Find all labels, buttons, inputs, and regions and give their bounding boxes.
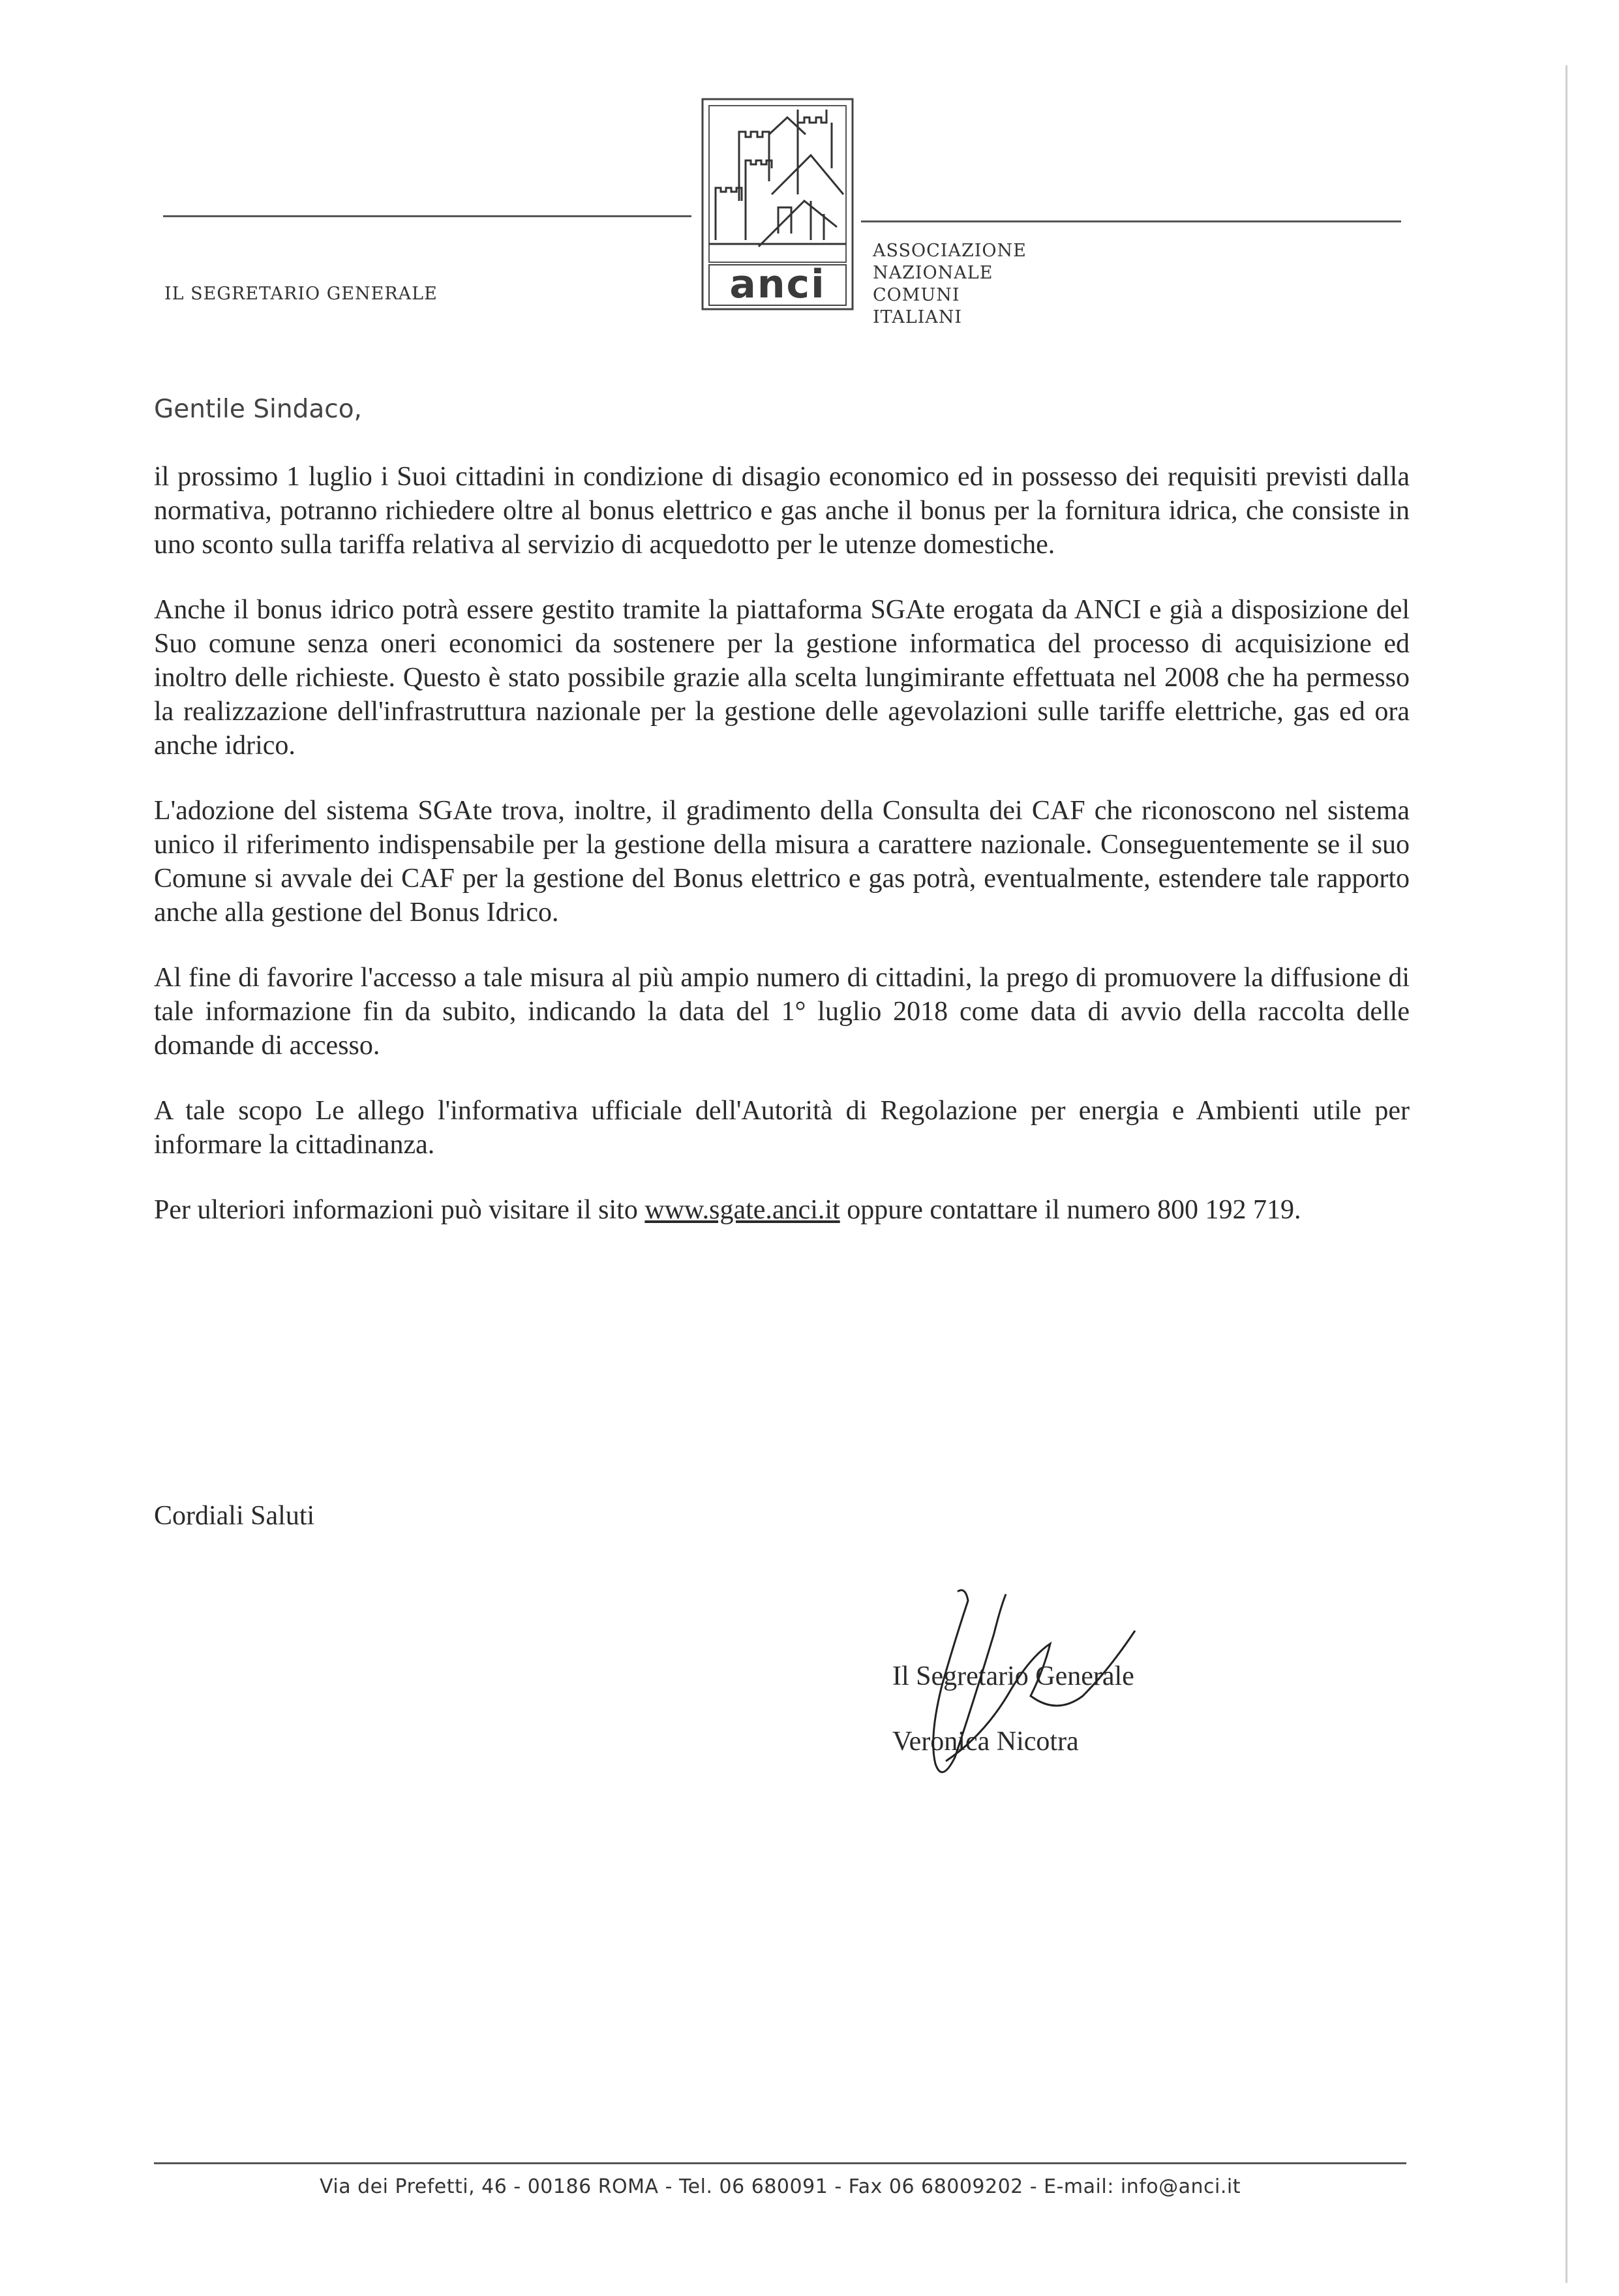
- handwritten-signature: [887, 1578, 1161, 1794]
- organization-line: COMUNI: [873, 285, 960, 305]
- footer-rule: [154, 2162, 1406, 2164]
- organization-line: ITALIANI: [873, 307, 963, 327]
- footer-address: Via dei Prefetti, 46 - 00186 ROMA - Tel. 06 680091 - Fax 06 68009202 - E-mail: info@anci.it: [320, 2175, 1241, 2198]
- header-rule-right: [861, 220, 1401, 222]
- signature-name: Veronica Nicotra: [892, 1727, 1079, 1757]
- paragraph: Al fine di favorire l'accesso a tale misura al più ampio numero di cittadini, la prego di promuovere la diffusione di tale informazione fin da subito, indicando la data del 1° luglio 2018 come data di avvio della raccolta delle domande di accesso.: [154, 963, 1410, 1061]
- organization-line: NAZIONALE: [873, 263, 993, 283]
- sender-title: IL SEGRETARIO GENERALE: [164, 284, 438, 304]
- sgate-website-link[interactable]: www.sgate.anci.it: [644, 1195, 840, 1225]
- organization-line: ASSOCIAZIONE: [873, 241, 1027, 261]
- paragraph: L'adozione del sistema SGAte trova, inoltre, il gradimento della Consulta dei CAF che riconoscono nel sistema unico il riferimento indispensabile per la gestione della misura a carattere nazionale. Conseguentemente se il suo Comune si avvale dei CAF per la gestione del Bonus elettrico e gas potrà, eventualmente, estendere tale rapporto anche alla gestione del Bonus Idrico.: [154, 796, 1410, 928]
- signature-title: Il Segretario Generale: [892, 1661, 1134, 1691]
- svg-text:anci: anci: [729, 262, 826, 307]
- paragraph-contact: [154, 1193, 1410, 1227]
- paragraph: A tale scopo Le allego l'informativa ufficiale dell'Autorità di Regolazione per energia e Ambienti utile per informare la cittadinanza.: [154, 1096, 1410, 1160]
- anci-logo: [700, 97, 855, 312]
- closing: Cordiali Saluti: [154, 1501, 315, 1531]
- letter-body: [154, 460, 1410, 1258]
- scan-edge-line: [1566, 65, 1567, 2283]
- paragraph: il prossimo 1 luglio i Suoi cittadini in condizione di disagio economico ed in possesso dei requisiti previsti dalla normativa, potranno richiedere oltre al bonus elettrico e gas anche il bonus per la fornitura idrica, che consiste in uno sconto sulla tariffa relativa al servizio di acquedotto per le utenze domestiche.: [154, 462, 1410, 560]
- contact-text-after: oppure contattare il numero 800 192 719.: [840, 1195, 1301, 1225]
- contact-text-before: Per ulteriori informazioni può visitare il sito: [154, 1195, 645, 1225]
- paragraph: Anche il bonus idrico potrà essere gestito tramite la piattaforma SGAte erogata da ANCI e già a disposizione del Suo comune senza oneri economici da sostenere per la gestione informatica del processo di acquisizione ed inoltro delle richieste. Questo è stato possibile grazie alla scelta lungimirante effettuata nel 2008 che ha permesso la realizzazione dell'infrastruttura nazionale per la gestione delle agevolazioni sulle tariffe elettriche, gas ed ora anche idrico.: [154, 595, 1410, 761]
- organization-name: [873, 240, 1027, 329]
- salutation: Gentile Sindaco,: [154, 395, 362, 424]
- header-rule-left: [163, 215, 691, 217]
